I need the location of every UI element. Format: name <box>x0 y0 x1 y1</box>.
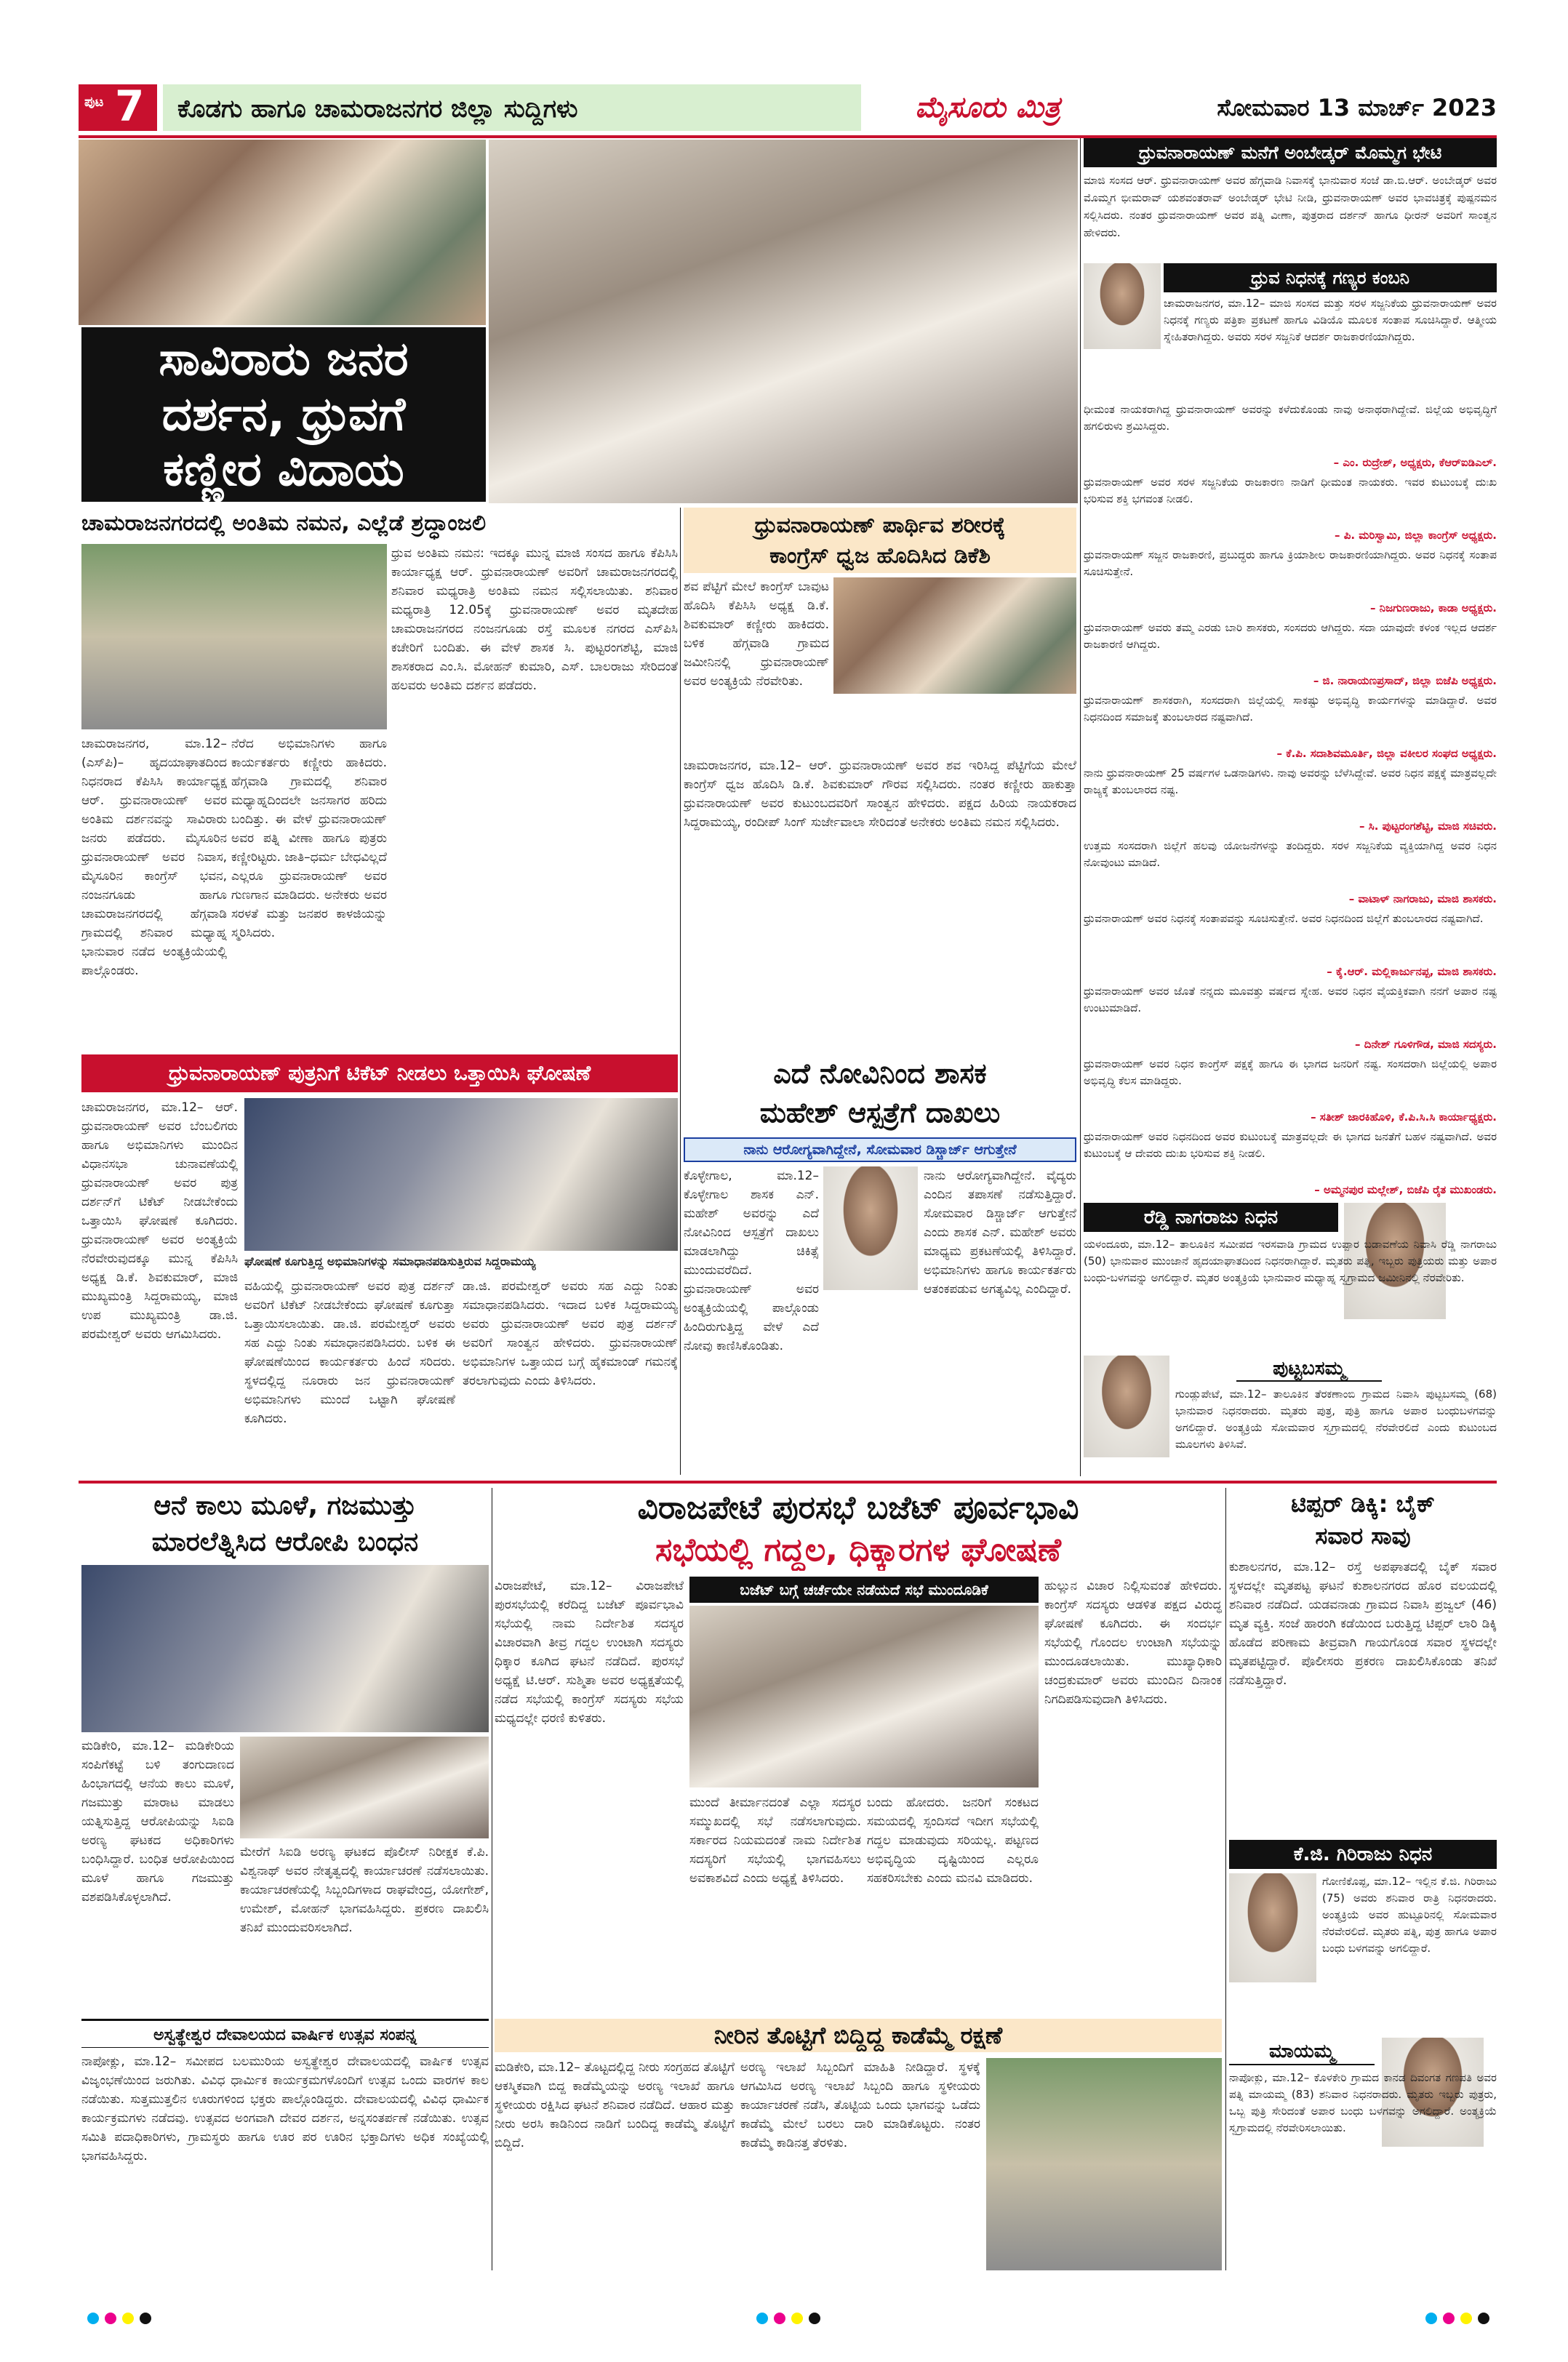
buffalo-col1: ಮಡಿಕೇರಿ, ಮಾ.12– ತೊಟ್ಟದಲ್ಲಿದ್ದ ನೀರು ಸಂಗ್ರಹದ ತೊಟ್ಟಿಗೆ ಆಕಸ್ಮಿಕವಾಗಿ ಬಿದ್ದ ಕಾಡೆಮ್ಮೆಯನ್ನು ಅರಣ್ಯ ಇಲಾಖೆ ಹಾಗೂ ಸ್ಥಳೀಯರು ರಕ್ಷಿಸಿದ ಘಟನೆ ಶನಿವಾರ ನಡೆದಿದೆ. ಆಹಾರ ಮತ್ತು ನೀರು ಅರಸಿ ಕಾಡಿನಿಂದ ನಾಡಿಗೆ ಬಂದಿದ್ದ ಕಾಡೆಮ್ಮೆ ತೊಟ್ಟಿಗೆ ಬಿದ್ದಿದೆ. <box>495 2060 735 2150</box>
ivory-headline-line-1: ಆನೆ ಕಾಲು ಮೂಳೆ, ಗಜಮುತ್ತು <box>153 1491 417 1521</box>
tipper-headline-line-1: ಟಿಪ್ಪರ್ ಡಿಕ್ಕಿ: ಬೈಕ್ <box>1291 1490 1435 1518</box>
mahesh-story-kicker: ನಾನು ಆರೋಗ್ಯವಾಗಿದ್ದೇನೆ, ಸೋಮವಾರ ಡಿಸ್ಚಾರ್ಜ್ ಆಗುತ್ತೇನೆ <box>684 1137 1076 1162</box>
ticket-story-headline: ಧ್ರುವನಾರಾಯಣ್ ಪುತ್ರನಿಗೆ ಟಿಕೆಟ್ ನೀಡಲು ಒತ್ತಾಯಿಸಿ ಘೋಷಣೆ <box>81 1054 678 1092</box>
ivory-photo-arrested <box>81 1565 489 1732</box>
ambedkar-story-headline: ಧ್ರುವನಾರಾಯಣ್ ಮನೆಗೆ ಅಂಬೇಡ್ಕರ್ ಮೊಮ್ಮಗ ಭೇಟಿ <box>1084 138 1497 167</box>
page-number: 7 <box>115 84 145 131</box>
lead-body-col1: ಚಾಮರಾಜನಗರ, ಮಾ.12–(ಎಸ್‌ಪಿ)– ಹೃದಯಾಘಾತದಿಂದ ನಿಧನರಾದ ಕೆಪಿಸಿಸಿ ಕಾರ್ಯಾಧ್ಯಕ್ಷ ಆರ್. ಧ್ರುವನಾರಾಯಣ್ ಅವರ ಅಂತಿಮ ದರ್ಶನವನ್ನು ಸಾವಿರಾರು ಜನರು ಪಡೆದರು. ಮೈಸೂರಿನ ಧ್ರುವನಾರಾಯಣ್ ಅವರ ನಿವಾಸ, ಮೈಸೂರಿನ ಕಾಂಗ್ರೆಸ್ ಭವನ, ನಂಜನಗೂಡು ಹಾಗೂ ಚಾಮರಾಜನಗರದಲ್ಲಿ ಹೆಗ್ಗವಾಡಿ ಗ್ರಾಮದಲ್ಲಿ ಶನಿವಾರ ಮಧ್ಯಾಹ್ನ ಭಾನುವಾರ ನಡೆದ ಅಂತ್ಯಕ್ರಿಯೆಯಲ್ಲಿ ಪಾಲ್ಗೊಂಡರು. <box>81 737 227 978</box>
lead-body-col3: ನೆರೆದ ಅಭಿಮಾನಿಗಳು ಹಾಗೂ ಕಾರ್ಯಕರ್ತರು ಕಣ್ಣೀರು ಹಾಕಿದರು. ಹೆಗ್ಗವಾಡಿ ಗ್ರಾಮದಲ್ಲಿ ಶನಿವಾರ ಮಧ್ಯಾಹ್ನದಿಂದಲೇ ಜನಸಾಗರ ಹರಿದು ಬಂದಿತ್ತು. ಈ ವೇಳೆ ಧ್ರುವನಾರಾಯಣ್ ಅವರ ಪತ್ನಿ ವೀಣಾ ಹಾಗೂ ಪುತ್ರರು ಕಣ್ಣೀರಿಟ್ಟರು. ಜಾತಿ–ಧರ್ಮ ಬೇಧವಿಲ್ಲದೆ ಎಲ್ಲರೂ ಧ್ರುವನಾರಾಯಣ್ ಅವರ ಗುಣಗಾನ ಮಾಡಿದರು. ಅನೇಕರು ಅವರ ಸರಳತೆ ಮತ್ತು ಜನಪರ ಕಾಳಜಿಯನ್ನು ಸ್ಮರಿಸಿದರು. <box>231 737 387 940</box>
ticket-story-col2: ವಹಿಯಲ್ಲಿ ಧ್ರುವನಾರಾಯಣ್ ಅವರ ಪುತ್ರ ದರ್ಶನ್ ಅವರಿಗೆ ಟಿಕೆಟ್ ನೀಡಬೇಕೆಂದು ಘೋಷಣೆ ಕೂಗುತ್ತಾ ಒತ್ತಾಯಿಸಲಾಯಿತು. ಡಾ.ಜಿ. ಪರಮೇಶ್ವರ್ ಅವರು ಸಹ ಎದ್ದು ನಿಂತು ಸಮಾಧಾನಪಡಿಸಿದರು. ಬಳಿಕ ಈ ಘೋಷಣೆಯಿಂದ ಕಾರ್ಯಕರ್ತರು ಹಿಂದೆ ಸರಿದರು. ಸ್ಥಳದಲ್ಲಿದ್ದ ನೂರಾರು ಜನ ಧ್ರುವನಾರಾಯಣ್ ಅಭಿಮಾನಿಗಳು ಮುಂದೆ ಒಟ್ಟಾಗಿ ಘೋಷಣೆ ಕೂಗಿದರು. <box>244 1279 455 1426</box>
lead-headline-line-1: ಸಾವಿರಾರು ಜನರ <box>159 332 409 386</box>
tributes-intro: ಚಾಮರಾಜನಗರ, ಮಾ.12– ಮಾಜಿ ಸಂಸದ ಮತ್ತು ಸರಳ ಸಜ್ಜನಿಕೆಯ ಧ್ರುವನಾರಾಯಣ್ ಅವರ ನಿಧನಕ್ಕೆ ಗಣ್ಯರು ಪತ್ರಿಕಾ ಪ್ರಕಟಣೆ ಹಾಗೂ ವಿಡಿಯೊ ಮೂಲಕ ಸಂತಾಪ ಸೂಚಿಸಿದ್ದಾರೆ. ಆತ್ಮೀಯ ಸ್ನೇಹಿತರಾಗಿದ್ದರು. ಅವರು ಸರಳ ಸಜ್ಜನಿಕೆ ಆದರ್ಶ ರಾಜಕಾರಣಿಯಾಗಿದ್ದರು. <box>1164 297 1497 343</box>
section-title: ಕೊಡಗು ಹಾಗೂ ಚಾಮರಾಜನಗರ ಜಿಲ್ಲಾ ಸುದ್ದಿಗಳು <box>177 95 578 124</box>
registration-dot <box>122 2313 134 2324</box>
registration-dot <box>140 2313 151 2324</box>
paper-name: ಮೈಸೂರು ಮಿತ್ರ <box>915 91 1060 124</box>
page-label: ಪುಟ <box>84 95 104 110</box>
ivory-photo-seized <box>240 1737 489 1838</box>
ivory-headline-line-2: ಮಾರಲೆತ್ನಿಸಿದ ಆರೋಪಿ ಬಂಧನ <box>151 1527 419 1557</box>
lead-headline-box <box>81 327 486 502</box>
tipper-body: ಕುಶಾಲನಗರ, ಮಾ.12– ರಸ್ತೆ ಅಪಘಾತದಲ್ಲಿ ಬೈಕ್ ಸವಾರ ಸ್ಥಳದಲ್ಲೇ ಮೃತಪಟ್ಟ ಘಟನೆ ಕುಶಾಲನಗರದ ಹೊರ ವಲಯದಲ್ಲಿ ಶನಿವಾರ ನಡೆದಿದೆ. ಯಡವನಾಡು ಗ್ರಾಮದ ನಿವಾಸಿ ಪ್ರಜ್ವಲ್ (46) ಮೃತ ವ್ಯಕ್ತಿ. ಸಂಜೆ ಹಾರಂಗಿ ಕಡೆಯಿಂದ ಬರುತ್ತಿದ್ದ ಟಿಪ್ಪರ್ ಲಾರಿ ಡಿಕ್ಕಿ ಹೊಡೆದ ಪರಿಣಾಮ ತೀವ್ರವಾಗಿ ಗಾಯಗೊಂಡ ಸವಾರ ಸ್ಥಳದಲ್ಲೇ ಮೃತಪಟ್ಟಿದ್ದಾರೆ. ಪೊಲೀಸರು ಪ್ರಕರಣ ದಾಖಲಿಸಿಕೊಂಡು ತನಿಖೆ ನಡೆಸುತ್ತಿದ್ದಾರೆ. <box>1229 1560 1497 1688</box>
lead-body-col2: ಧ್ರುವ ಅಂತಿಮ ನಮನ: ಇದಕ್ಕೂ ಮುನ್ನ ಮಾಜಿ ಸಂಸದ ಹಾಗೂ ಕೆಪಿಸಿಸಿ ಕಾರ್ಯಾಧ್ಯಕ್ಷ ಆರ್. ಧ್ರುವನಾರಾಯಣ್ ಅವರಿಗೆ ಚಾಮರಾಜನಗರದಲ್ಲಿ ಶನಿವಾರ ಮಧ್ಯರಾತ್ರಿ ಅಂತಿಮ ನಮನ ಸಲ್ಲಿಸಲಾಯಿತು. ಶನಿವಾರ ಮಧ್ಯರಾತ್ರಿ 12.05ಕ್ಕೆ ಧ್ರುವನಾರಾಯಣ್ ಅವರ ಮೃತದೇಹ ಚಾಮರಾಜನಗರದ ನಂಜನಗೂಡು ರಸ್ತೆ ಮೂಲಕ ನಗರದ ಎಸ್‌ಪಿಸಿ ಕಚೇರಿಗೆ ಬಂದಿತು. ಈ ವೇಳೆ ಶಾಸಕ ಸಿ. ಪುಟ್ಟರಂಗಶೆಟ್ಟಿ, ಮಾಜಿ ಶಾಸಕರಾದ ಎಂ.ಸಿ. ಮೋಹನ್ ಕುಮಾರಿ, ಎಸ್. ಬಾಲರಾಜು ಸೇರಿದಂತೆ ಹಲವರು ಅಂತಿಮ ದರ್ಶನ ಪಡೆದರು. <box>391 546 678 693</box>
registration-dot <box>1460 2313 1472 2324</box>
ticket-story-caption: ಘೋಷಣೆ ಕೂಗುತ್ತಿದ್ದ ಅಭಿಮಾನಿಗಳನ್ನು ಸಮಾಧಾನಪಡಿಸುತ್ತಿರುವ ಸಿದ್ದರಾಮಯ್ಯ <box>244 1254 536 1268</box>
tribute-author: – ವಾಟಾಳ್ ನಾಗರಾಜು, ಮಾಜಿ ಶಾಸಕರು. <box>1348 892 1497 905</box>
tribute-author: – ಎಂ. ರುದ್ರೇಶ್, ಅಧ್ಯಕ್ಷರು, ಕೆಆರ್‌ಐಡಿಎಲ್. <box>1333 456 1497 469</box>
registration-dot <box>791 2313 803 2324</box>
tribute-item <box>1084 1056 1497 1129</box>
registration-dot <box>87 2313 99 2324</box>
flag-story-headline-line-1: ಧ್ರುವನಾರಾಯಣ್ ಪಾರ್ಥಿವ ಶರೀರಕ್ಕೆ <box>754 513 1006 538</box>
tribute-item <box>1084 547 1497 620</box>
column-rule <box>1080 138 1081 1476</box>
mahesh-story-col2: ನಾನು ಆರೋಗ್ಯವಾಗಿದ್ದೇನೆ. ವೈದ್ಯರು ಎಂದಿನ ತಪಾಸಣೆ ನಡೆಸುತ್ತಿದ್ದಾರೆ. ಸೋಮವಾರ ಡಿಸ್ಚಾರ್ಜ್ ಆಗುತ್ತೇನೆ ಎಂದು ಶಾಸಕ ಎನ್. ಮಹೇಶ್ ಅವರು ಮಾಧ್ಯಮ ಪ್ರಕಟಣೆಯಲ್ಲಿ ತಿಳಿಸಿದ್ದಾರೆ. ಅಭಿಮಾನಿಗಳು ಹಾಗೂ ಕಾರ್ಯಕರ್ತರು ಆತಂಕಪಡುವ ಅಗತ್ಯವಿಲ್ಲ ಎಂದಿದ್ದಾರೆ. <box>924 1169 1076 1297</box>
ivory-story-col1: ಮಡಿಕೇರಿ, ಮಾ.12– ಮಡಿಕೇರಿಯ ಸಂಪಿಗೆಕಟ್ಟೆ ಬಳಿ ತಂಗುದಾಣದ ಹಿಂಭಾಗದಲ್ಲಿ ಆನೆಯ ಕಾಲು ಮೂಳೆ, ಗಜಮುತ್ತು ಮಾರಾಟ ಮಾಡಲು ಯತ್ನಿಸುತ್ತಿದ್ದ ಆರೋಪಿಯನ್ನು ಸಿಐಡಿ ಅರಣ್ಯ ಘಟಕದ ಅಧಿಕಾರಿಗಳು ಬಂಧಿಸಿದ್ದಾರೆ. ಬಂಧಿತ ಆರೋಪಿಯಿಂದ ಮೂಳೆ ಹಾಗೂ ಗಜಮುತ್ತು ವಶಪಡಿಸಿಕೊಳ್ಳಲಾಗಿದೆ. <box>81 1739 234 1905</box>
tribute-author: – ನಿಜಗುಣರಾಜು, ಕಾಡಾ ಅಧ್ಯಕ್ಷರು. <box>1370 601 1497 614</box>
tributes-portrait <box>1084 263 1161 349</box>
lead-headline-line-2: ದರ್ಶನ, ಧ್ರುವಗೆ <box>161 388 406 441</box>
mahesh-headline-line-1: ಎದೆ ನೋವಿನಿಂದ ಶಾಸಕ <box>773 1057 987 1089</box>
tribute-text: ಧ್ರುವನಾರಾಯಣ್ ಅವರ ನಿಧನದಿಂದ ಅವರ ಕುಟುಂಬಕ್ಕೆ ಮಾತ್ರವಲ್ಲದೇ ಈ ಭಾಗದ ಜನತೆಗೆ ಬಹಳ ನಷ್ಟವಾಗಿದೆ. ಅವರ ಕುಟುಂಬಕ್ಕೆ ಆ ದೇವರು ದುಃಖ ಭರಿಸುವ ಶಕ್ತಿ ನೀಡಲಿ. <box>1084 1130 1497 1160</box>
tribute-item <box>1084 765 1497 838</box>
tribute-item <box>1084 474 1497 547</box>
mahesh-story-col1: ಕೊಳ್ಳೇಗಾಲ, ಮಾ.12– ಕೊಳ್ಳೇಗಾಲ ಶಾಸಕ ಎನ್. ಮಹೇಶ್ ಅವರನ್ನು ಎದೆ ನೋವಿನಿಂದ ಆಸ್ಪತ್ರೆಗೆ ದಾಖಲು ಮಾಡಲಾಗಿದ್ದು ಚಿಕಿತ್ಸೆ ಮುಂದುವರೆದಿದೆ. ಧ್ರುವನಾರಾಯಣ್ ಅವರ ಅಂತ್ಯಕ್ರಿಯೆಯಲ್ಲಿ ಪಾಲ್ಗೊಂಡು ಹಿಂದಿರುಗುತ್ತಿದ್ದ ವೇಳೆ ಎದೆ ನೋವು ಕಾಣಿಸಿಕೊಂಡಿತು. <box>684 1169 819 1353</box>
registration-dot <box>1443 2313 1455 2324</box>
tipper-headline <box>1229 1488 1497 1553</box>
buffalo-col2: ಅರಣ್ಯ ಇಲಾಖೆ ಸಿಬ್ಬಂದಿಗೆ ಮಾಹಿತಿ ನೀಡಿದ್ದಾರೆ. ಸ್ಥಳಕ್ಕೆ ಆಗಮಿಸಿದ ಅರಣ್ಯ ಇಲಾಖೆ ಸಿಬ್ಬಂದಿ ಹಾಗೂ ಸ್ಥಳೀಯರು ಕಾರ್ಯಾಚರಣೆ ನಡೆಸಿ, ತೊಟ್ಟಿಯ ಒಂದು ಭಾಗವನ್ನು ಒಡೆದು ಕಾಡೆಮ್ಮೆ ಮೇಲೆ ಬರಲು ದಾರಿ ಮಾಡಿಕೊಟ್ಟರು. ನಂತರ ಕಾಡೆಮ್ಮೆ ಕಾಡಿನತ್ತ ತೆರಳಿತು. <box>740 2060 980 2150</box>
flag-story-photo <box>833 577 1076 694</box>
tribute-item <box>1084 838 1497 910</box>
tribute-item <box>1084 401 1497 474</box>
mahesh-headline-line-2: ಮಹೇಶ್ ಆಸ್ಪತ್ರೆಗೆ ದಾಖಲು <box>759 1097 1001 1129</box>
column-rule <box>680 508 681 1475</box>
festival-headline: ಅಸ್ವತ್ಥೇಶ್ವರ ದೇವಾಲಯದ ವಾರ್ಷಿಕ ಉತ್ಸವ ಸಂಪನ್ನ <box>81 2019 489 2048</box>
tributes-headline: ಧ್ರುವ ನಿಧನಕ್ಕೆ ಗಣ್ಯರ ಕಂಬನಿ <box>1164 263 1497 292</box>
flag-story-headline-line-2: ಕಾಂಗ್ರೆಸ್ ಧ್ವಜ ಹೊದಿಸಿದ ಡಿಕೆಶಿ <box>769 543 991 569</box>
tribute-item <box>1084 1129 1497 1201</box>
mayamma-body: ನಾಪೋಕ್ಲು, ಮಾ.12– ಕೊಳಕೇರಿ ಗ್ರಾಮದ ಕಾನಡ ದಿವಂಗತ ಗಣಪತಿ ಅವರ ಪತ್ನಿ ಮಾಯಮ್ಮ (83) ಶನಿವಾರ ನಿಧನರಾದರು. ಮೃತರು ಇಬ್ಬರು ಪುತ್ರರು, ಒಬ್ಬ ಪುತ್ರಿ ಸೇರಿದಂತೆ ಅಪಾರ ಬಂಧು ಬಳಗವನ್ನು ಅಗಲಿದ್ದಾರೆ. ಅಂತ್ಯಕ್ರಿಯೆ ಸ್ವಗ್ರಾಮದಲ್ಲಿ ನೆರವೇರಿಸಲಾಯಿತು. <box>1229 2071 1497 2134</box>
ticket-story-col3: ಡಾ.ಜಿ. ಪರಮೇಶ್ವರ್ ಅವರು ಸಹ ಎದ್ದು ನಿಂತು ಸಮಾಧಾನಪಡಿಸಿದರು. ಇದಾದ ಬಳಿಕ ಸಿದ್ದರಾಮಯ್ಯ ಅವರು ಧ್ರುವನಾರಾಯಣ್ ಅವರ ಪುತ್ರ ದರ್ಶನ್ ಅವರಿಗೆ ಸಾಂತ್ವನ ಹೇಳಿದರು. ಧ್ರುವನಾರಾಯಣ್ ಅಭಿಮಾನಿಗಳ ಒತ್ತಾಯದ ಬಗ್ಗೆ ಹೈಕಮಾಂಡ್ ಗಮನಕ್ಕೆ ತರಲಾಗುವುದು ಎಂದು ತಿಳಿಸಿದರು. <box>463 1279 678 1388</box>
ticket-story-col1: ಚಾಮರಾಜನಗರ, ಮಾ.12– ಆರ್. ಧ್ರುವನಾರಾಯಣ್ ಅವರ ಬೆಂಬಲಿಗರು ಹಾಗೂ ಅಭಿಮಾನಿಗಳು ಮುಂದಿನ ವಿಧಾನಸಭಾ ಚುನಾವಣೆಯಲ್ಲಿ ಧ್ರುವನಾರಾಯಣ್ ಅವರ ಪುತ್ರ ದರ್ಶನ್‌ಗೆ ಟಿಕೆಟ್ ನೀಡಬೇಕೆಂದು ಒತ್ತಾಯಿಸಿ ಘೋಷಣೆ ಕೂಗಿದರು. ಧ್ರುವನಾರಾಯಣ್ ಅವರ ಅಂತ್ಯಕ್ರಿಯೆ ನೆರವೇರುವುದಕ್ಕೂ ಮುನ್ನ ಕೆಪಿಸಿಸಿ ಅಧ್ಯಕ್ಷ ಡಿ.ಕೆ. ಶಿವಕುಮಾರ್, ಮಾಜಿ ಮುಖ್ಯಮಂತ್ರಿ ಸಿದ್ದರಾಮಯ್ಯ, ಮಾಜಿ ಉಪ ಮುಖ್ಯಮಂತ್ರಿ ಡಾ.ಜಿ. ಪರಮೇಶ್ವರ್ ಅವರು ಆಗಮಿಸಿದರು. <box>81 1100 238 1342</box>
registration-dot <box>809 2313 820 2324</box>
tribute-text: ನಾನು ಧ್ರುವನಾರಾಯಣ್ 25 ವರ್ಷಗಳ ಒಡನಾಡಿಗಳು. ನಾವು ಅವರನ್ನು ಬೆಳೆಸಿದ್ದೇವೆ. ಅವರ ನಿಧನ ಪಕ್ಷಕ್ಕೆ ಮಾತ್ರವಲ್ಲದೇ ರಾಜ್ಯಕ್ಕೆ ತುಂಬಲಾರದ ನಷ್ಟ. <box>1084 766 1497 796</box>
reddy-obit-headline: ರೆಡ್ಡಿ ನಾಗರಾಜು ನಿಧನ <box>1084 1203 1338 1232</box>
tribute-item <box>1084 983 1497 1056</box>
section-title-band <box>163 84 861 131</box>
lead-photo-family <box>489 140 1078 503</box>
giriraju-portrait <box>1229 1873 1316 1982</box>
tribute-text: ಧ್ರುವನಾರಾಯಣ್ ಅವರ ನಿಧನ ಕಾಂಗ್ರೆಸ್ ಪಕ್ಷಕ್ಕೆ ಹಾಗೂ ಈ ಭಾಗದ ಜನರಿಗೆ ನಷ್ಟ. ಸಂಸದರಾಗಿ ಜಿಲ್ಲೆಯಲ್ಲಿ ಅಪಾರ ಅಭಿವೃದ್ಧಿ ಕೆಲಸ ಮಾಡಿದ್ದರು. <box>1084 1057 1497 1087</box>
ivory-story-col2: ಮೇರೆಗೆ ಸಿಐಡಿ ಅರಣ್ಯ ಘಟಕದ ಪೊಲೀಸ್ ನಿರೀಕ್ಷಕ ಕೆ.ಪಿ. ವಿಶ್ವನಾಥ್ ಅವರ ನೇತೃತ್ವದಲ್ಲಿ ಕಾರ್ಯಾಚರಣೆ ನಡೆಸಲಾಯಿತು. ಕಾರ್ಯಾಚರಣೆಯಲ್ಲಿ ಸಿಬ್ಬಂದಿಗಳಾದ ರಾಘವೇಂದ್ರ, ಯೋಗೇಶ್, ಉಮೇಶ್, ಮೋಹನ್ ಭಾಗವಹಿಸಿದ್ದರು. ಪ್ರಕರಣ ದಾಖಲಿಸಿ ತನಿಖೆ ಮುಂದುವರಿಸಲಾಗಿದೆ. <box>240 1845 489 1935</box>
giriraju-headline: ಕೆ.ಜಿ. ಗಿರಿರಾಜು ನಿಧನ <box>1229 1840 1497 1869</box>
buffalo-headline: ನೀರಿನ ತೊಟ್ಟಿಗೆ ಬಿದ್ದಿದ್ದ ಕಾಡೆಮ್ಮೆ ರಕ್ಷಣೆ <box>495 2019 1222 2052</box>
ambedkar-story-body: ಮಾಜಿ ಸಂಸದ ಆರ್. ಧ್ರುವನಾರಾಯಣ್ ಅವರ ಹೆಗ್ಗವಾಡಿ ನಿವಾಸಕ್ಕೆ ಭಾನುವಾರ ಸಂಜೆ ಡಾ.ಬಿ.ಆರ್. ಅಂಬೇಡ್ಕರ್ ಅವರ ಮೊಮ್ಮಗ ಭೀಮರಾವ್ ಯಶವಂತರಾವ್ ಅಂಬೇಡ್ಕರ್ ಭೇಟಿ ನೀಡಿ, ಧ್ರುವನಾರಾಯಣ್ ಅವರ ಭಾವಚಿತ್ರಕ್ಕೆ ಪುಷ್ಪನಮನ ಸಲ್ಲಿಸಿದರು. ನಂತರ ಧ್ರುವನಾರಾಯಣ್ ಅವರ ಪತ್ನಿ ವೀಣಾ, ಪುತ್ರರಾದ ದರ್ಶನ್ ಹಾಗೂ ಧೀರನ್ ಅವರಿಗೆ ಸಾಂತ್ವನ ಹೇಳಿದರು. <box>1084 174 1497 239</box>
virajpet-kicker: ಬಜೆಟ್ ಬಗ್ಗೆ ಚರ್ಚೆಯೇ ನಡೆಯದೆ ಸಭೆ ಮುಂದೂಡಿಕೆ <box>689 1577 1039 1603</box>
mahesh-portrait <box>823 1166 918 1290</box>
tribute-text: ಧೀಮಂತ ನಾಯಕರಾಗಿದ್ದ ಧ್ರುವನಾರಾಯಣ್ ಅವರನ್ನು ಕಳೆದುಕೊಂಡು ನಾವು ಅನಾಥರಾಗಿದ್ದೇವೆ. ಜಿಲ್ಲೆಯ ಅಭಿವೃದ್ಧಿಗೆ ಹಗಲಿರುಳು ಶ್ರಮಿಸಿದ್ದರು. <box>1084 403 1497 433</box>
tribute-text: ಧ್ರುವನಾರಾಯಣ್ ಅವರ ಜೊತೆ ನನ್ನದು ಮೂವತ್ತು ವರ್ಷದ ಸ್ನೇಹ. ಅವರ ನಿಧನ ವೈಯಕ್ತಿಕವಾಗಿ ನನಗೆ ಅಪಾರ ನಷ್ಟ ಉಂಟುಮಾಡಿದೆ. <box>1084 985 1497 1014</box>
ticket-story-photo <box>244 1098 678 1251</box>
tribute-author: – ಅಮ್ಮನಪುರ ಮಲ್ಲೇಶ್, ಬಿಜೆಪಿ ರೈತ ಮುಖಂಡರು. <box>1314 1183 1497 1196</box>
registration-dot <box>1478 2313 1489 2324</box>
masthead <box>79 81 1497 134</box>
tribute-text: ಧ್ರುವನಾರಾಯಣ್ ಅವರ ನಿಧನಕ್ಕೆ ಸಂತಾಪವನ್ನು ಸೂಚಿಸುತ್ತೇನೆ. ಅವರ ನಿಧನದಿಂದ ಜಿಲ್ಲೆಗೆ ತುಂಬಲಾರದ ನಷ್ಟವಾಗಿದೆ. <box>1084 912 1484 925</box>
flag-story-col2: ಚಾಮರಾಜನಗರ, ಮಾ.12– ಆರ್. ಧ್ರುವನಾರಾಯಣ್ ಅವರ ಶವ ಇರಿಸಿದ್ದ ಪೆಟ್ಟಿಗೆಯ ಮೇಲೆ ಕಾಂಗ್ರೆಸ್ ಧ್ವಜ ಹೊದಿಸಿ ಡಿ.ಕೆ. ಶಿವಕುಮಾರ್ ಗೌರವ ಸಲ್ಲಿಸಿದರು. ನಂತರ ಕಣ್ಣೀರು ಹಾಕುತ್ತಾ ಧ್ರುವನಾರಾಯಣ್ ಅವರ ಕುಟುಂಬದವರಿಗೆ ಸಾಂತ್ವನ ಹೇಳಿದರು. ಪಕ್ಷದ ಹಿರಿಯ ನಾಯಕರಾದ ಸಿದ್ದರಾಮಯ್ಯ, ರಂದೀಪ್ ಸಿಂಗ್ ಸುರ್ಜೇವಾಲಾ ಸೇರಿದಂತೆ ಅನೇಕರು ಅಂತಿಮ ನಮನ ಸಲ್ಲಿಸಿದರು. <box>684 758 1076 830</box>
lead-photo-crowd <box>79 140 486 325</box>
ivory-story-headline <box>81 1488 489 1561</box>
virajpet-photo <box>689 1606 1039 1787</box>
puttabasamma-portrait <box>1084 1356 1169 1457</box>
virajpet-headline-line-2: ಸಭೆಯಲ್ಲಿ ಗದ್ದಲ, ಧಿಕ್ಕಾರಗಳ ಘೋಷಣೆ <box>655 1532 1061 1569</box>
registration-dot <box>1425 2313 1437 2324</box>
giriraju-body: ಗೋಣಿಕೊಪ್ಪ, ಮಾ.12– ಇಲ್ಲಿನ ಕೆ.ಜಿ. ಗಿರಿರಾಜು (75) ಅವರು ಶನಿವಾರ ರಾತ್ರಿ ನಿಧನರಾದರು. ಅಂತ್ಯಕ್ರಿಯೆ ಅವರ ಹುಟ್ಟೂರಿನಲ್ಲಿ ಸೋಮವಾರ ನೆರವೇರಲಿದೆ. ಮೃತರು ಪತ್ನಿ, ಪುತ್ರ ಹಾಗೂ ಅಪಾರ ಬಂಧು ಬಳಗವನ್ನು ಅಗಲಿದ್ದಾರೆ. <box>1322 1875 1497 1955</box>
issue-date: ಸೋಮವಾರ 13 ಮಾರ್ಚ್ 2023 <box>1217 94 1497 121</box>
tributes-list <box>1084 401 1497 1201</box>
page-number-box <box>79 84 157 131</box>
tribute-item <box>1084 692 1497 765</box>
tribute-text: ಉತ್ತಮ ಸಂಸದರಾಗಿ ಜಿಲ್ಲೆಗೆ ಹಲವು ಯೋಜನೆಗಳನ್ನು ತಂದಿದ್ದರು. ಸರಳ ಸಜ್ಜನಿಕೆಯ ವ್ಯಕ್ತಿಯಾಗಿದ್ದ ಅವರ ನಿಧನ ನೋವುಂಟು ಮಾಡಿದೆ. <box>1084 839 1497 869</box>
tribute-author: – ಕೆ.ಪಿ. ಸದಾಶಿವಮೂರ್ತಿ, ಜಿಲ್ಲಾ ವಕೀಲರ ಸಂಘದ ಅಧ್ಯಕ್ಷರು. <box>1276 747 1497 760</box>
tribute-text: ಧ್ರುವನಾರಾಯಣ್ ಶಾಸಕರಾಗಿ, ಸಂಸದರಾಗಿ ಜಿಲ್ಲೆಯಲ್ಲಿ ಸಾಕಷ್ಟು ಅಭಿವೃದ್ಧಿ ಕಾರ್ಯಗಳನ್ನು ಮಾಡಿದ್ದಾರೆ. ಅವರ ನಿಧನದಿಂದ ಸಮಾಜಕ್ಕೆ ತುಂಬಲಾರದ ನಷ್ಟವಾಗಿದೆ. <box>1084 694 1497 724</box>
reddy-obit-body: ಯಳಂದೂರು, ಮಾ.12– ತಾಲೂಕಿನ ಸಮೀಪದ ಇರಸವಾಡಿ ಗ್ರಾಮದ ಉಪ್ಪಾರ ಬಡಾವಣೆಯ ನಿವಾಸಿ ರೆಡ್ಡಿ ನಾಗರಾಜು (50) ಭಾನುವಾರ ಮುಂಜಾನೆ ಹೃದಯಾಘಾತದಿಂದ ನಿಧನರಾಗಿದ್ದಾರೆ. ಮೃತರು ಪತ್ನಿ, ಇಬ್ಬರು ಪುತ್ರಿಯರು ಮತ್ತು ಅಪಾರ ಬಂಧು-ಬಳಗವನ್ನು ಅಗಲಿದ್ದಾರೆ. ಮೃತರ ಅಂತ್ಯಕ್ರಿಯೆ ಭಾನುವಾರ ಮಧ್ಯಾಹ್ನ ಸ್ವಗ್ರಾಮದ ಜಮೀನಿನಲ್ಲಿ ನೆರವೇರಿತು. <box>1084 1238 1497 1284</box>
tribute-item <box>1084 910 1497 983</box>
flag-story-headline-box <box>684 508 1076 573</box>
registration-dot <box>774 2313 785 2324</box>
tipper-headline-line-2: ಸವಾರ ಸಾವು <box>1315 1522 1411 1550</box>
mayamma-headline: ಮಾಯಮ್ಮ <box>1229 2038 1375 2065</box>
puttabasamma-headline: ಪುಟ್ಟಬಸಮ್ಮ <box>1236 1356 1382 1382</box>
registration-dot <box>756 2313 768 2324</box>
lead-subhead: ಚಾಮರಾಜನಗರದಲ್ಲಿ ಅಂತಿಮ ನಮನ, ಎಲ್ಲೆಡೆ ಶ್ರದ್ಧಾಂಜಲಿ <box>81 511 487 536</box>
section-divider <box>79 1481 1497 1484</box>
tribute-text: ಧ್ರುವನಾರಾಯಣ್ ಅವರ ಸರಳ ಸಜ್ಜನಿಕೆಯ ರಾಜಕಾರಣ ನಾಡಿಗೆ ಧೀಮಂತ ನಾಯಕರು. ಇವರ ಕುಟುಂಬಕ್ಕೆ ದುಃಖ ಭರಿಸುವ ಶಕ್ತಿ ಭಗವಂತ ನೀಡಲಿ. <box>1084 476 1497 505</box>
mahesh-story-headline <box>684 1054 1076 1133</box>
tribute-author: – ಕೈ.ಆರ್. ಮಲ್ಲಿಕಾರ್ಜುನಪ್ಪ, ಮಾಜಿ ಶಾಸಕರು. <box>1327 965 1497 978</box>
virajpet-col2: ಹುಲ್ಲುನ ವಿಚಾರ ನಿಲ್ಲಿಸುವಂತೆ ಹೇಳಿದರು. ಕಾಂಗ್ರೆಸ್ ಸದಸ್ಯರು ಆಡಳಿತ ಪಕ್ಷದ ವಿರುದ್ಧ ಘೋಷಣೆ ಕೂಗಿದರು. ಈ ಸಂದರ್ಭ ಸಭೆಯಲ್ಲಿ ಗೊಂದಲ ಉಂಟಾಗಿ ಸಭೆಯನ್ನು ಮುಂದೂಡಲಾಯಿತು. ಮುಖ್ಯಾಧಿಕಾರಿ ಚಂದ್ರಕುಮಾರ್ ಅವರು ಮುಂದಿನ ದಿನಾಂಕ ನಿಗದಿಪಡಿಸುವುದಾಗಿ ತಿಳಿಸಿದರು. <box>1044 1579 1222 1707</box>
tribute-author: – ಸಿ. ಪುಟ್ಟರಂಗಶೆಟ್ಟಿ, ಮಾಜಿ ಸಚಿವರು. <box>1359 820 1497 833</box>
tribute-author: – ಪಿ. ಮರಿಸ್ವಾಮಿ, ಜಿಲ್ಲಾ ಕಾಂಗ್ರೆಸ್ ಅಧ್ಯಕ್ಷರು. <box>1334 529 1497 542</box>
lead-photo-tribute <box>81 544 387 729</box>
virajpet-col4: ಬಂದು ಹೋದರು. ಜನರಿಗೆ ಸಂಕಟದ ಸಮಯದಲ್ಲಿ ಸ್ಪಂದಿಸದೆ ಇದೀಗ ಸಭೆಯಲ್ಲಿ ಗದ್ದಲ ಮಾಡುವುದು ಸರಿಯಲ್ಲ. ಪಟ್ಟಣದ ಅಭಿವೃದ್ಧಿಯ ದೃಷ್ಟಿಯಿಂದ ಎಲ್ಲರೂ ಸಹಕರಿಸಬೇಕು ಎಂದು ಮನವಿ ಮಾಡಿದರು. <box>867 1795 1039 1886</box>
tribute-author: – ದಿನೇಶ್ ಗೂಳಿಗೌಡ, ಮಾಜಿ ಸದಸ್ಯರು. <box>1355 1038 1497 1051</box>
festival-body: ನಾಪೋಕ್ಲು, ಮಾ.12– ಸಮೀಪದ ಬಲಮುರಿಯ ಅಸ್ವತ್ಥೇಶ್ವರ ದೇವಾಲಯದಲ್ಲಿ ವಾರ್ಷಿಕ ಉತ್ಸವ ವಿಜೃಂಭಣೆಯಿಂದ ಜರುಗಿತು. ವಿವಿಧ ಧಾರ್ಮಿಕ ಕಾರ್ಯಕ್ರಮಗಳೊಂದಿಗೆ ಉತ್ಸವ ಒಂದು ವಾರಗಳ ಕಾಲ ನಡೆಯಿತು. ಸುತ್ತಮುತ್ತಲಿನ ಊರುಗಳಿಂದ ಭಕ್ತರು ಪಾಲ್ಗೊಂಡಿದ್ದರು. ದೇವಾಲಯದಲ್ಲಿ ವಿವಿಧ ಧಾರ್ಮಿಕ ಕಾರ್ಯಕ್ರಮಗಳು ನಡೆದವು. ಉತ್ಸವದ ಅಂಗವಾಗಿ ದೇವರ ದರ್ಶನ, ಅನ್ನಸಂತರ್ಪಣೆ ನಡೆಯಿತು. ಉತ್ಸವ ಸಮಿತಿ ಪದಾಧಿಕಾರಿಗಳು, ಗ್ರಾಮಸ್ಥರು ಹಾಗೂ ಊರ ಪರ ಊರಿನ ಭಕ್ತಾದಿಗಳು ಅಧಿಕ ಸಂಖ್ಯೆಯಲ್ಲಿ ಭಾಗವಹಿಸಿದ್ದರು. <box>81 2054 489 2163</box>
tribute-text: ಧ್ರುವನಾರಾಯಣ್ ಅವರು ತಮ್ಮ ಎರಡು ಬಾರಿ ಶಾಸಕರು, ಸಂಸದರು ಆಗಿದ್ದರು. ಸದಾ ಯಾವುದೇ ಕಳಂಕ ಇಲ್ಲದ ಆದರ್ಶ ರಾಜಕಾರಣಿ ಆಗಿದ್ದರು. <box>1084 621 1497 651</box>
registration-dot <box>105 2313 116 2324</box>
virajpet-col3: ಮುಂದೆ ತೀರ್ಮಾನದಂತೆ ಎಲ್ಲಾ ಸದಸ್ಯರ ಸಮ್ಮುಖದಲ್ಲಿ ಸಭೆ ನಡೆಸಲಾಗುವುದು. ಸರ್ಕಾರದ ನಿಯಮದಂತೆ ನಾಮ ನಿರ್ದೇಶಿತ ಸದಸ್ಯರಿಗೆ ಸಭೆಯಲ್ಲಿ ಭಾಗವಹಿಸಲು ಅವಕಾಶವಿದೆ ಎಂದು ಅಧ್ಯಕ್ಷೆ ತಿಳಿಸಿದರು. <box>689 1795 861 1886</box>
puttabasamma-body: ಗುಂಡ್ಲುಪೇಟೆ, ಮಾ.12– ತಾಲೂಕಿನ ತೆರಕಣಾಂಬಿ ಗ್ರಾಮದ ನಿವಾಸಿ ಪುಟ್ಟಬಸಮ್ಮ (68) ಭಾನುವಾರ ನಿಧನರಾದರು. ಮೃತರು ಪುತ್ರ, ಪುತ್ರಿ ಹಾಗೂ ಅಪಾರ ಬಂಧುಬಳಗವನ್ನು ಅಗಲಿದ್ದಾರೆ. ಅಂತ್ಯಕ್ರಿಯೆ ಸೋಮವಾರ ಸ್ವಗ್ರಾಮದಲ್ಲಿ ನೆರವೇರಲಿದೆ ಎಂದು ಕುಟುಂಬದ ಮೂಲಗಳು ತಿಳಿಸಿವೆ. <box>1175 1388 1497 1451</box>
tribute-author: – ಸತೀಶ್ ಜಾರಕಿಹೊಳಿ, ಕೆ.ಪಿ.ಸಿ.ಸಿ ಕಾರ್ಯಾಧ್ಯಕ್ಷರು. <box>1311 1110 1497 1124</box>
lead-headline-line-3: ಕಣ್ಣೀರ ವಿದಾಯ <box>163 443 404 497</box>
tribute-item <box>1084 620 1497 692</box>
tribute-text: ಧ್ರುವನಾರಾಯಣ್ ಸಜ್ಜನ ರಾಜಕಾರಣಿ, ಪ್ರಬುದ್ಧರು ಹಾಗೂ ಕ್ರಿಯಾಶೀಲ ರಾಜಕಾರಣಿಯಾಗಿದ್ದರು. ಅವರ ನಿಧನಕ್ಕೆ ಸಂತಾಪ ಸೂಚಿಸುತ್ತೇನೆ. <box>1084 548 1497 578</box>
virajpet-col1: ವಿರಾಜಪೇಟೆ, ಮಾ.12– ವಿರಾಜಪೇಟೆ ಪುರಸಭೆಯಲ್ಲಿ ಕರೆದಿದ್ದ ಬಜೆಟ್ ಪೂರ್ವಭಾವಿ ಸಭೆಯಲ್ಲಿ ನಾಮ ನಿರ್ದೇಶಿತ ಸದಸ್ಯರ ವಿಚಾರವಾಗಿ ತೀವ್ರ ಗದ್ದಲ ಉಂಟಾಗಿ ಸದಸ್ಯರು ಧಿಕ್ಕಾರ ಕೂಗಿದ ಘಟನೆ ನಡೆದಿದೆ. ಪುರಸಭೆ ಅಧ್ಯಕ್ಷೆ ಟಿ.ಆರ್. ಸುಶ್ಮಿತಾ ಅವರ ಅಧ್ಯಕ್ಷತೆಯಲ್ಲಿ ನಡೆದ ಸಭೆಯಲ್ಲಿ ಕಾಂಗ್ರೆಸ್ ಸದಸ್ಯರು ಸಭೆಯ ಮಧ್ಯದಲ್ಲೇ ಧರಣಿ ಕುಳಿತರು. <box>495 1579 684 1726</box>
flag-story-col1: ಶವ ಪೆಟ್ಟಿಗೆ ಮೇಲೆ ಕಾಂಗ್ರೆಸ್ ಬಾವುಟ ಹೊದಿಸಿ ಕೆಪಿಸಿಸಿ ಅಧ್ಯಕ್ಷ ಡಿ.ಕೆ. ಶಿವಕುಮಾರ್ ಕಣ್ಣೀರು ಹಾಕಿದರು. ಬಳಿಕ ಹೆಗ್ಗವಾಡಿ ಗ್ರಾಮದ ಜಮೀನಿನಲ್ಲಿ ಧ್ರುವನಾರಾಯಣ್ ಅವರ ಅಂತ್ಯಕ್ರಿಯೆ ನೆರವೇರಿತು. <box>684 580 829 689</box>
virajpet-headline-line-1: ವಿರಾಜಪೇಟೆ ಪುರಸಭೆ ಬಜೆಟ್ ಪೂರ್ವಭಾವಿ <box>637 1489 1079 1526</box>
column-rule <box>1225 1488 1226 2270</box>
buffalo-photo <box>986 2058 1222 2270</box>
tribute-author: – ಜಿ. ನಾರಾಯಣಪ್ರಸಾದ್, ಜಿಲ್ಲಾ ಬಿಜೆಪಿ ಅಧ್ಯಕ್ಷರು. <box>1313 674 1497 687</box>
